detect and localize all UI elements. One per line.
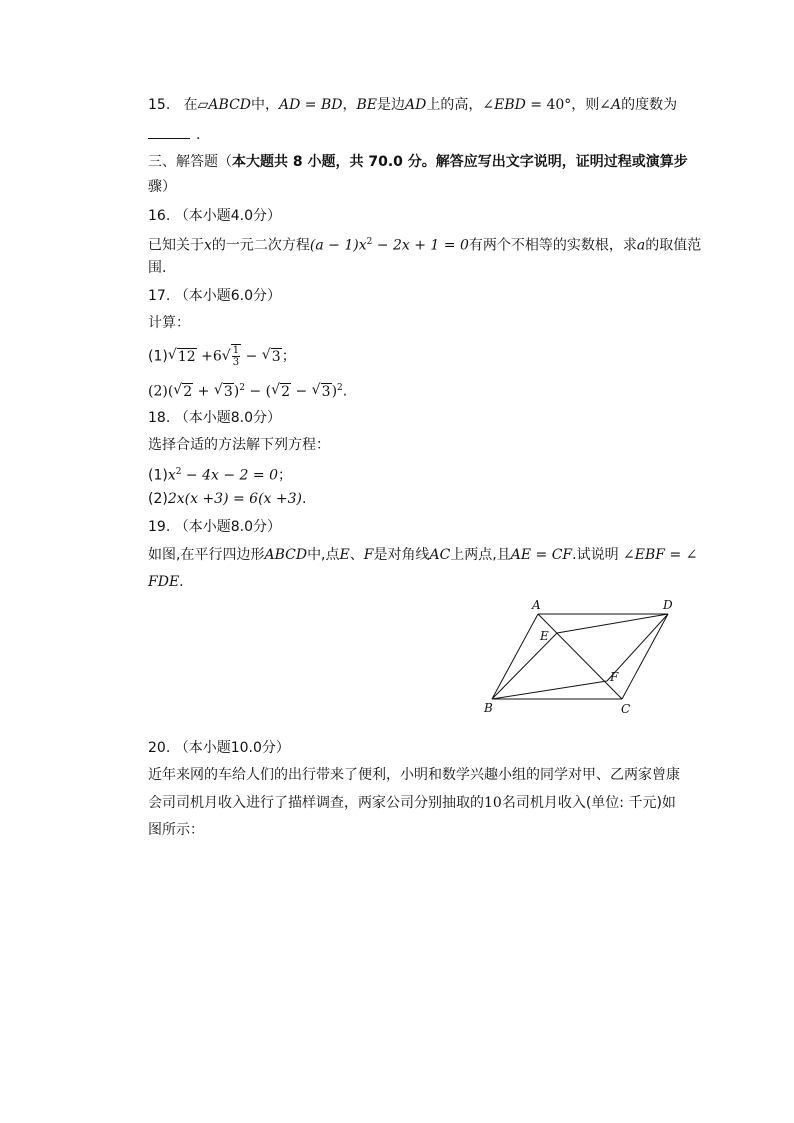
q20-math: 10 bbox=[484, 795, 502, 811]
q18-end: ； bbox=[278, 467, 292, 484]
q16-math: x bbox=[204, 237, 212, 254]
sqrt-3: √ 3 bbox=[311, 381, 331, 400]
q19-text: 中,点 bbox=[307, 547, 340, 563]
section3-title bbox=[148, 152, 688, 172]
section3-prefix: 三、解答题（ bbox=[148, 154, 232, 170]
q15-math: AD bbox=[405, 97, 427, 113]
q20-text: 会司司机月收入进行了描样调查，两家公司分别抽取的 bbox=[148, 795, 484, 811]
diagonal-ac bbox=[538, 614, 622, 699]
section3-title-line2 bbox=[148, 177, 176, 197]
q18-math: 2 bbox=[175, 467, 182, 477]
parallelogram-figure bbox=[478, 596, 688, 721]
q15-end: . bbox=[196, 127, 201, 143]
q17-math: − bbox=[291, 383, 312, 400]
q17-intro: 计算： bbox=[148, 315, 190, 331]
q19-text: .试说明 bbox=[572, 547, 624, 563]
q19-text: 、 bbox=[349, 547, 364, 563]
sqrt-12: √ 12 bbox=[167, 346, 196, 365]
q15-text: 在▱ bbox=[183, 97, 209, 113]
q15-text: ， bbox=[342, 97, 357, 113]
sqrt-2: √ 2 bbox=[173, 381, 193, 400]
q15-math: BE bbox=[356, 97, 378, 113]
q15-text: 的度数为 bbox=[621, 97, 678, 113]
q16-line1 bbox=[148, 232, 701, 256]
q20-line1: 近年来网的车给人们的出行带来了便利，小明和数学兴趣小组的同学对甲、乙两家曾康 bbox=[148, 767, 680, 783]
q16-text: 有两个不相等的实数根，求 bbox=[468, 237, 637, 254]
q15-text: 上的高， bbox=[426, 97, 483, 113]
section3-line2: 骤） bbox=[148, 179, 176, 195]
q15-math: ∠EBD bbox=[482, 97, 526, 113]
q18-header: 18. （本小题8.0分） bbox=[148, 410, 281, 426]
q19-math: ∠EBF = ∠ bbox=[623, 547, 698, 563]
q16-text: 的一元二次方程 bbox=[211, 237, 310, 254]
q19-text: 如图,在平行四边形 bbox=[148, 547, 265, 563]
q17-math: 2 bbox=[239, 383, 245, 393]
q15-text: 是边 bbox=[377, 97, 406, 113]
q15-number: 15. bbox=[148, 97, 171, 113]
sqrt-2: √ 2 bbox=[271, 381, 290, 400]
q18-part1 bbox=[148, 462, 292, 486]
q17-math: ) bbox=[331, 383, 338, 400]
q17-math: + bbox=[193, 383, 214, 400]
q17-label: (1) bbox=[148, 348, 168, 365]
q15-math: = 40° bbox=[525, 97, 572, 113]
q16-text: 已知关于 bbox=[148, 237, 204, 254]
q20-text: 名司机月收入(单位: 千元)如 bbox=[501, 795, 676, 811]
q15-math: BD bbox=[321, 97, 343, 113]
q17-label: (2)( bbox=[148, 383, 174, 400]
q19-math: F bbox=[363, 547, 374, 563]
q20-line2 bbox=[148, 793, 676, 813]
q19-line1 bbox=[148, 545, 697, 565]
q17-header: 17. （本小题6.0分） bbox=[148, 288, 281, 304]
q17-part2 bbox=[148, 378, 347, 402]
q18-math: − 4x − 2 = 0 bbox=[181, 467, 278, 484]
segment-de bbox=[557, 614, 668, 633]
q18-math: x bbox=[167, 467, 176, 484]
q17-part1 bbox=[148, 344, 296, 368]
label-d: D bbox=[663, 598, 673, 612]
q16-math: 2 bbox=[366, 237, 373, 247]
sqrt-3: √ 3 bbox=[213, 381, 233, 400]
q15-text: ，则 bbox=[571, 97, 600, 113]
q16-line2: 围. bbox=[148, 260, 167, 276]
answer-blank[interactable] bbox=[148, 124, 190, 139]
q17-math: ) bbox=[233, 383, 240, 400]
label-c: C bbox=[621, 702, 631, 716]
q20-header: 20. （本小题10.0分） bbox=[148, 740, 290, 756]
q19-math: ABCD bbox=[264, 547, 308, 563]
q20-line3: 图所示： bbox=[148, 822, 204, 838]
q15-text: 中， bbox=[251, 97, 280, 113]
q17-end: ； bbox=[281, 348, 296, 365]
q16-header: 16. （本小题4.0分） bbox=[148, 208, 281, 224]
q15-line1 bbox=[148, 95, 677, 115]
q17-end: . bbox=[342, 383, 348, 400]
q17-math: − bbox=[241, 348, 262, 365]
sqrt-one-third: √ $\frac{1}{3}$ bbox=[221, 345, 240, 368]
label-f: F bbox=[610, 670, 619, 684]
q18-part2 bbox=[148, 489, 306, 509]
q15-math: AD bbox=[279, 97, 301, 113]
q15-line2 bbox=[148, 124, 200, 145]
q15-math: ABCD bbox=[208, 97, 252, 113]
q18-end: . bbox=[302, 491, 307, 507]
label-a: A bbox=[532, 598, 541, 612]
q19-text: 是对角线 bbox=[373, 547, 430, 563]
q19-math: FDE bbox=[148, 574, 180, 590]
q16-math: − 2x + 1 = 0 bbox=[372, 237, 469, 254]
section3-bold: 本大题共 8 小题，共 70.0 分。解答应写出文字说明，证明过程或演算步 bbox=[232, 154, 688, 170]
q19-math: AC bbox=[429, 547, 451, 563]
label-e: E bbox=[540, 629, 549, 643]
q17-math: +6 bbox=[196, 348, 222, 365]
q18-label: (2) bbox=[148, 491, 168, 507]
q19-header: 19. （本小题8.0分） bbox=[148, 519, 281, 535]
q17-math: − ( bbox=[244, 383, 272, 400]
label-b: B bbox=[484, 701, 493, 715]
q15-math: ∠A bbox=[599, 97, 622, 113]
q19-math: E bbox=[339, 547, 350, 563]
q19-text: 上两点,且 bbox=[450, 547, 511, 563]
q18-math: 2x(x +3) = 6(x +3) bbox=[167, 491, 302, 507]
q19-math: AE = CF bbox=[510, 547, 573, 563]
q19-end: . bbox=[179, 574, 184, 590]
q16-math: (a − 1)x bbox=[309, 237, 367, 254]
segment-bf bbox=[492, 681, 607, 699]
sqrt-3: √ 3 bbox=[261, 346, 281, 365]
q19-line2 bbox=[148, 572, 184, 592]
q17-math: 2 bbox=[337, 383, 343, 393]
q16-math: a bbox=[636, 237, 646, 254]
side-ab bbox=[492, 614, 538, 699]
q18-intro: 选择合适的方法解下列方程： bbox=[148, 437, 330, 453]
q15-math: = bbox=[300, 97, 321, 113]
q18-label: (1) bbox=[148, 467, 168, 484]
q16-text: 的取值范 bbox=[645, 237, 702, 254]
